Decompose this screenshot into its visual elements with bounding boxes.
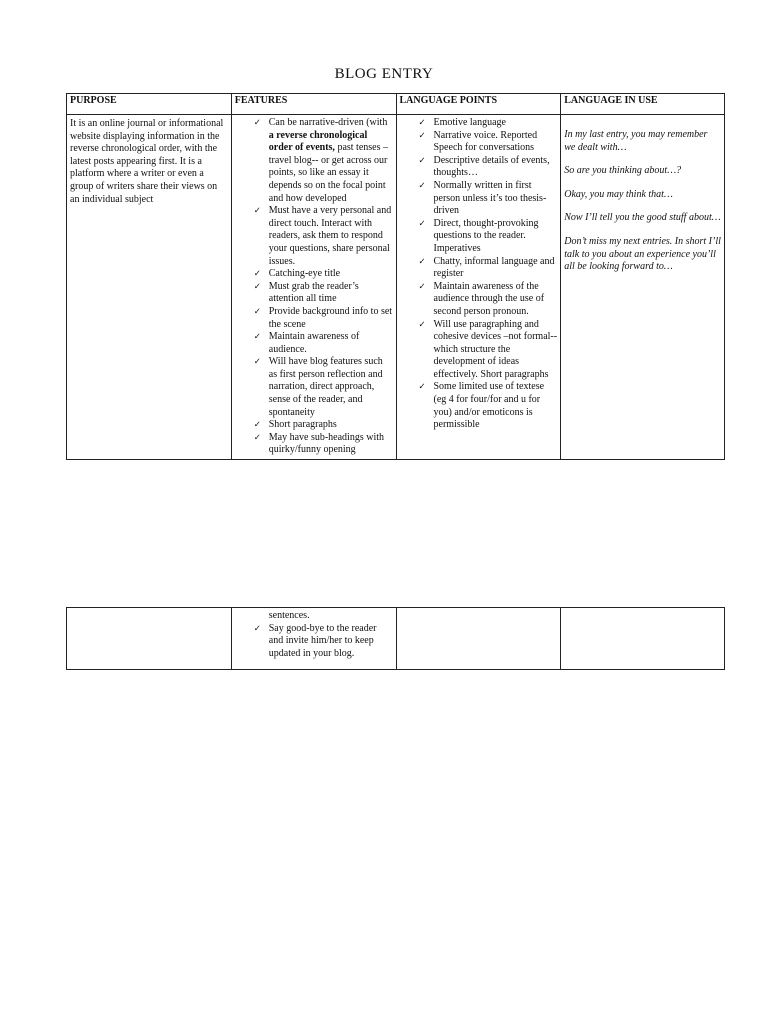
- list-item: ✓ Normally written in first person unless it’s too thesis-driven: [434, 180, 558, 218]
- page-title: BLOG ENTRY: [334, 66, 434, 82]
- list-item: ✓ Chatty, informal language and register: [434, 256, 558, 281]
- list-item: ✓ Will have blog features such as first person reflection and narration, direct approach, sense of the reader, and spontaneity: [269, 356, 393, 419]
- header-language-points: LANGUAGE POINTS: [396, 94, 561, 115]
- purpose-text: It is an online journal or informational website displaying information in the reverse chronological order, with the latest posts appearing first. It is a platform where a writer or even a group of writers share their views on an individual subject: [70, 118, 224, 205]
- header-language-in-use: LANGUAGE IN USE: [561, 94, 725, 115]
- features-cell-continued: [231, 608, 396, 670]
- features-list: [235, 117, 393, 457]
- list-item: ✓ Provide background info to set the scene: [269, 306, 393, 331]
- example-phrase: So are you thinking about…?: [564, 165, 682, 177]
- language-in-use-cell-continued: [561, 608, 725, 670]
- example-phrase: Okay, you may think that…: [564, 188, 673, 200]
- list-item: ✓ Will use paragraphing and cohesive devices –not formal-- which structure the development of ideas effectively. Short paragraphs: [434, 319, 558, 382]
- language-points-list: [400, 117, 558, 432]
- header-purpose: PURPOSE: [67, 94, 232, 115]
- continued-text: sentences.: [268, 610, 310, 621]
- header-features: FEATURES: [231, 94, 396, 115]
- features-cell: [231, 115, 396, 460]
- table-row: [67, 115, 725, 460]
- bold-phrase: a reverse chronological order of events,: [268, 129, 368, 154]
- table-row: [67, 608, 725, 670]
- features-list-continued: [235, 623, 393, 661]
- list-item: ✓ May have sub-headings with quirky/funny opening: [269, 432, 393, 457]
- list-item: ✓ Say good-bye to the reader and invite him/her to keep updated in your blog.: [269, 623, 393, 661]
- example-phrase: In my last entry, you may remember we dealt with…: [564, 129, 708, 153]
- list-item: ✓ Maintain awareness of the audience through the use of second person pronoun.: [434, 281, 558, 319]
- language-points-cell-continued: [396, 608, 561, 670]
- language-points-cell: [396, 115, 561, 460]
- language-in-use-examples: [564, 117, 721, 274]
- list-item: ✓ Must grab the reader’s attention all time: [269, 281, 393, 306]
- list-item: ✓ Must have a very personal and direct touch. Interact with readers, ask them to respond your questions, share personal issues.: [269, 205, 393, 268]
- list-item: ✓ Some limited use of textese (eg 4 for four/for and u for you) and/or emoticons is permissible: [434, 381, 558, 431]
- continuation-table: [66, 607, 725, 670]
- purpose-cell-continued: [67, 608, 232, 670]
- purpose-cell: [67, 115, 232, 460]
- list-item: ✓ Emotive language: [434, 117, 558, 130]
- list-item: ✓ Descriptive details of events, thoughts…: [434, 155, 558, 180]
- list-item: ✓ Direct, thought-provoking questions to the reader. Imperatives: [434, 218, 558, 256]
- example-phrase: Now I’ll tell you the good stuff about…: [564, 212, 721, 224]
- list-item: ✓ Narrative voice. Reported Speech for conversations: [434, 130, 558, 155]
- list-item: ✓ Maintain awareness of audience.: [269, 331, 393, 356]
- example-phrase: Don’t miss my next entries. In short I’ll talk to you about an experience you’ll all be looking forward to…: [564, 235, 721, 273]
- table-header-row: [67, 94, 725, 115]
- list-item: ✓ Short paragraphs: [269, 419, 393, 432]
- blog-entry-table: [66, 93, 725, 460]
- list-item: ✓ Catching-eye title: [269, 268, 393, 281]
- language-in-use-cell: [561, 115, 725, 460]
- list-item: ✓ Can be narrative-driven (with a reverse chronological order of events, past tenses –travel blog-- or get across our points, so like an essay it depends so on the focal point and how developed: [269, 117, 393, 205]
